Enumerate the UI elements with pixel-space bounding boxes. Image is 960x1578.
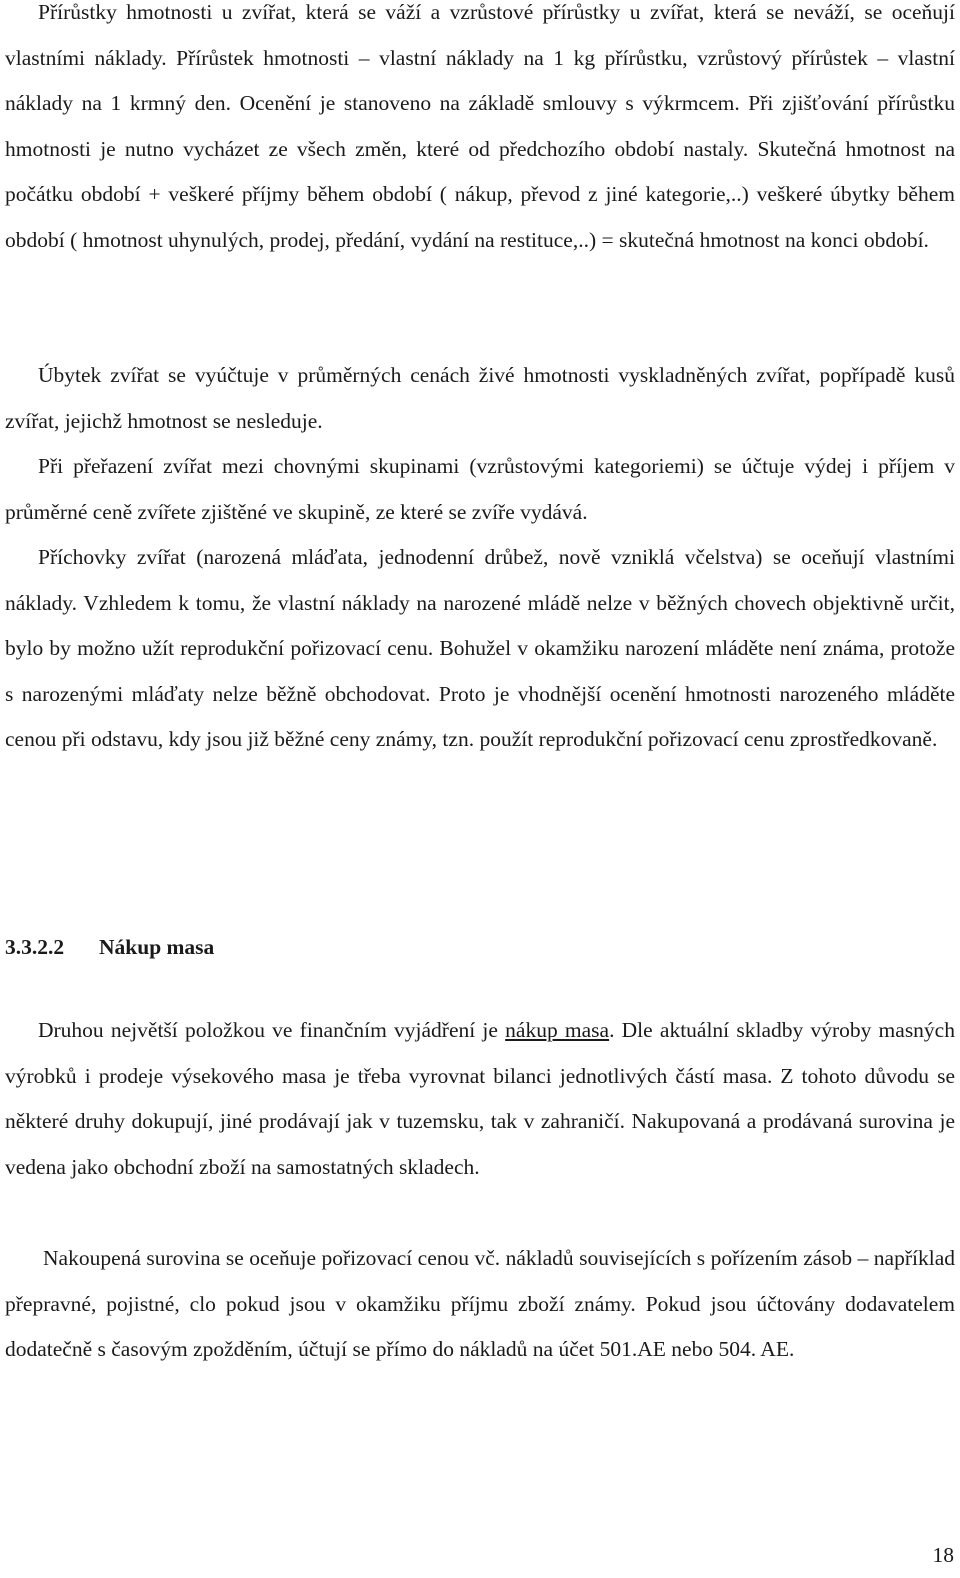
paragraph-purchase-valuation: Nakoupená surovina se oceňuje pořizovací cenou vč. nákladů souvisejících s pořízením zásob – například přepravné, pojistné, clo pokud jsou v okamžiku příjmu zboží známy. Pokud jsou účtovány dodavatelem dodatečně s časovým zpožděním, účtují se přímo do nákladů na účet 501.AE nebo 504. AE. xyxy=(5,1246,955,1361)
meat-purchase-text-start: Druhou největší položkou ve finančním vyjádření je xyxy=(38,1018,506,1042)
section-heading xyxy=(5,925,214,970)
section-title: Nákup masa xyxy=(99,935,215,959)
meat-purchase-underlined-term: nákup masa xyxy=(505,1018,610,1042)
paragraph-newborn-animals: Příchovky zvířat (narozená mláďata, jednodenní drůbež, nově vzniklá včelstva) se oceňují vlastními náklady. Vzhledem k tomu, že vlastní náklady na narozené mládě nelze v běžných chovech objektivně určit, bylo by možno užít reprodukční pořizovací cenu. Bohužel v okamžiku narození mláděte není známa, protože s narozenými mláďaty nelze běžně obchodovat. Proto je vhodnější ocenění hmotnosti narozeného mláděte cenou při odstavu, kdy jsou již běžné ceny známy, tzn. použít reprodukční pořizovací cenu zprostředkovaně. xyxy=(5,545,955,751)
page-number: 18 xyxy=(932,1543,954,1567)
paragraph-meat-purchase xyxy=(5,1008,955,1190)
meat-purchase-text-end: . Dle aktuální skladby výroby masných výrobků i prodeje výsekového masa je třeba vyrovnat bilanci jednotlivých částí masa. Z tohoto důvodu se některé druhy dokupují, jiné prodávají jak v tuzemsku, tak v zahraničí. Nakupovaná a prodávaná surovina je vedena jako obchodní zboží na samostatných skladech. xyxy=(5,1018,955,1179)
paragraph-weight-gains: Přírůstky hmotnosti u zvířat, která se váží a vzrůstové přírůstky u zvířat, která se neváží, se oceňují vlastními náklady. Přírůstek hmotnosti – vlastní náklady na 1 kg přírůstku, vzrůstový přírůstek – vlastní náklady na 1 krmný den. Ocenění je stanoveno na základě smlouvy s výkrmcem. Při zjišťování přírůstku hmotnosti je nutno vycházet ze všech změn, které od předchozího období nastaly. Skutečná hmotnost na počátku období + veškeré příjmy během období ( nákup, převod z jiné kategorie,..) veškeré úbytky během období ( hmotnost uhynulých, prodej, předání, vydání na restituce,..) = skutečná hmotnost na konci období. xyxy=(5,0,955,252)
section-number: 3.3.2.2 xyxy=(5,935,65,959)
paragraph-reclassification: Při přeřazení zvířat mezi chovnými skupinami (vzrůstovými kategoriemi) se účtuje výdej i příjem v průměrné ceně zvířete zjištěné ve skupině, ze které se zvíře vydává. xyxy=(5,454,955,524)
paragraph-animal-loss: Úbytek zvířat se vyúčtuje v průměrných cenách živé hmotnosti vyskladněných zvířat, popřípadě kusů zvířat, jejichž hmotnost se nesleduje. xyxy=(5,363,955,433)
